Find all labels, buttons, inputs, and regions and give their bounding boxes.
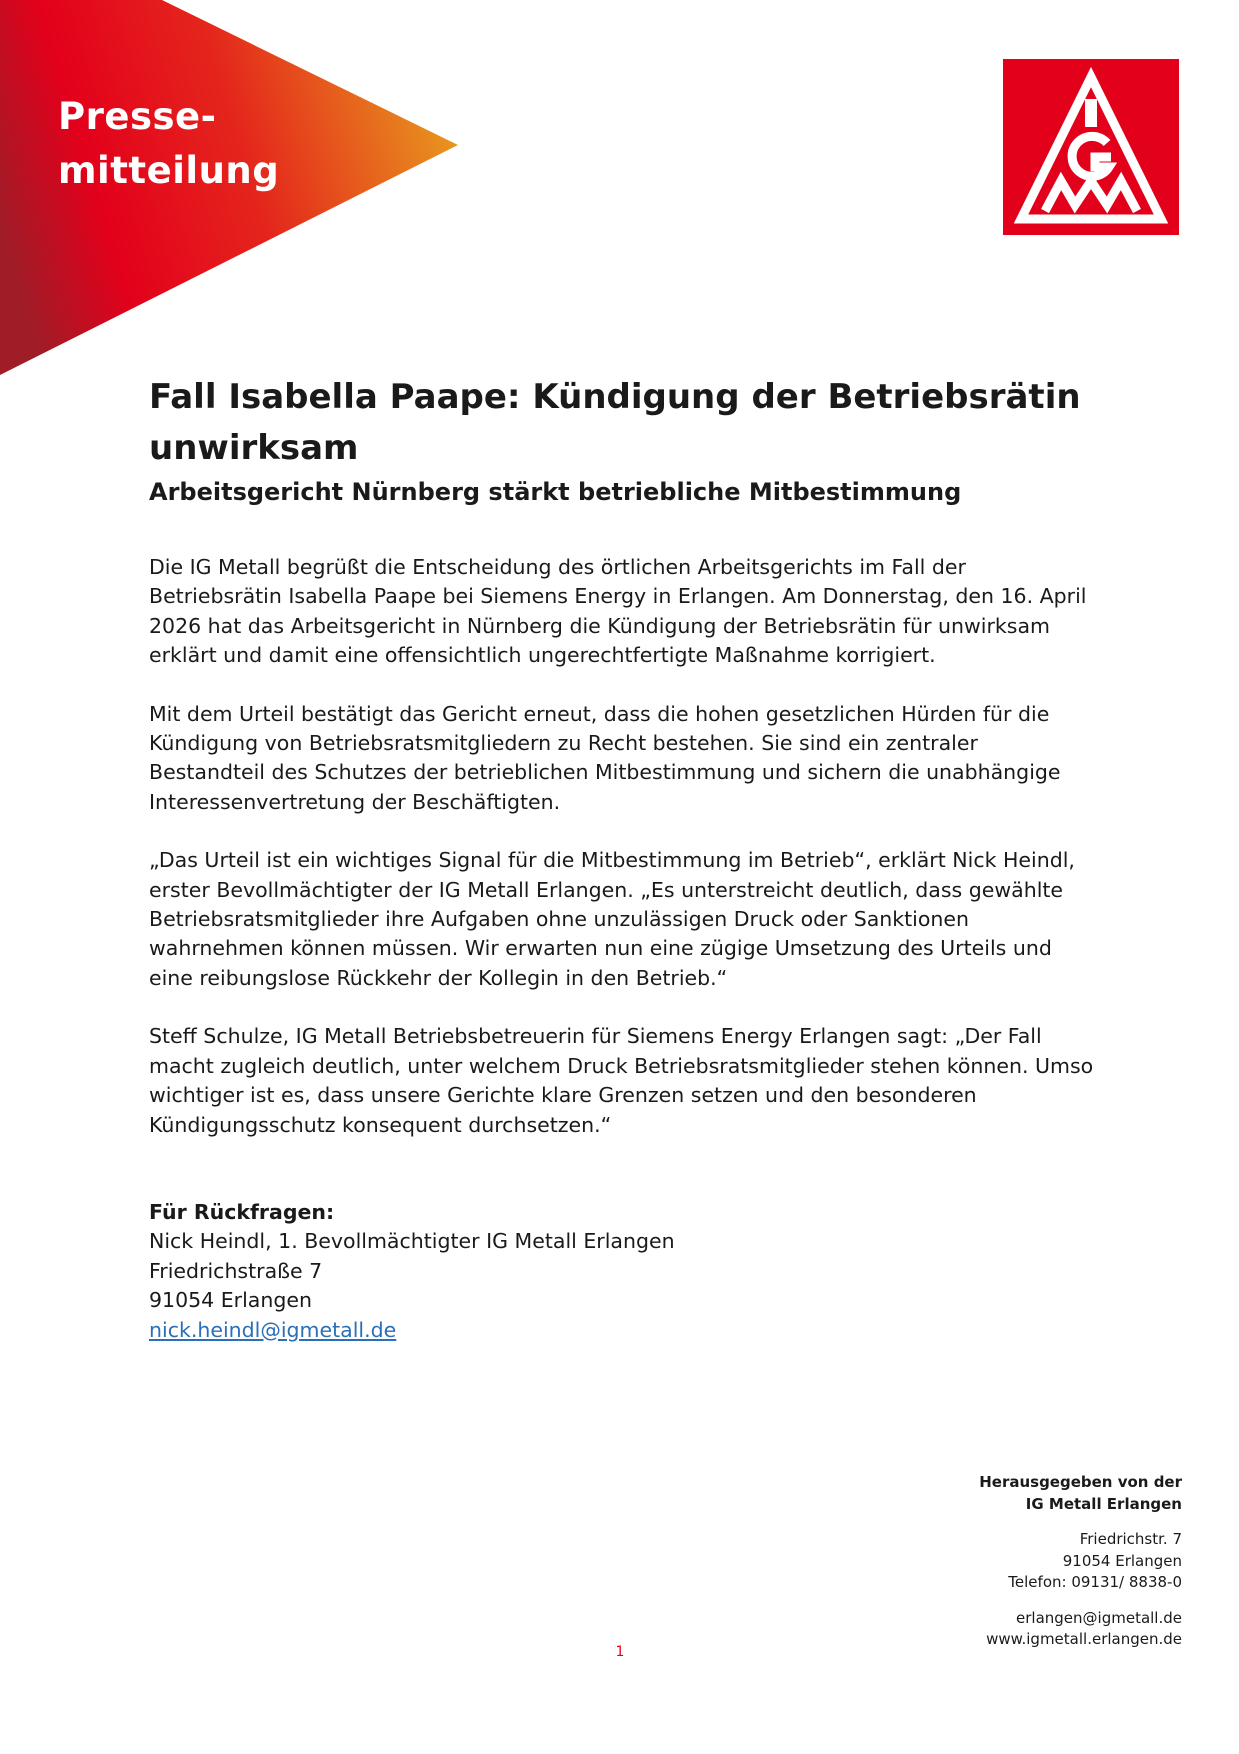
publisher-line-2: IG Metall Erlangen	[1025, 1494, 1182, 1513]
banner-label	[58, 90, 279, 198]
footer-email: erlangen@igmetall.de	[1016, 1608, 1182, 1627]
banner-line-2: mitteilung	[58, 149, 280, 192]
contact-name: Nick Heindl, 1. Bevollmächtigter IG Metall Erlangen	[149, 1229, 675, 1254]
contact-email-link[interactable]: nick.heindl@igmetall.de	[149, 1317, 397, 1342]
paragraph: Steff Schulze, IG Metall Betriebsbetreuerin für Siemens Energy Erlangen sagt: „Der Fall macht zugleich deutlich, unter welchem Druck Betriebsratsmitglieder stehen können. Umso wichtiger ist es, dass unsere Gerichte klare Grenzen setzen und den besonderen Kündigungsschutz konsequent durchsetzen.“	[149, 1024, 1094, 1137]
ig-metall-logo-icon	[1003, 59, 1179, 235]
article-subtitle: Arbeitsgericht Nürnberg stärkt betriebliche Mitbestimmung	[149, 478, 962, 506]
contact-city: 91054 Erlangen	[149, 1288, 312, 1313]
contact-heading: Für Rückfragen:	[149, 1199, 335, 1224]
article-title: Fall Isabella Paape: Kündigung der Betriebsrätin unwirksam	[149, 377, 1081, 468]
contact-block	[149, 1198, 1099, 1345]
publisher-line-1: Herausgegeben von der	[979, 1473, 1182, 1491]
article-content	[149, 372, 1099, 1345]
page-number: 1	[615, 1644, 625, 1660]
paragraph: „Das Urteil ist ein wichtiges Signal für die Mitbestimmung im Betrieb“, erklärt Nick Heindl, erster Bevollmächtigter der IG Metall Erlangen. „Es unterstreicht deutlich, dass gewählte Betriebsratsmitglieder ihre Aufgaben ohne unzulässigen Druck oder Sanktionen wahrnehmen können müssen. Wir erwarten nun eine zügige Umsetzung des Urteils und eine reibungslose Rückkehr der Kollegin in den Betrieb.“	[149, 848, 1075, 990]
paragraph: Mit dem Urteil bestätigt das Gericht erneut, dass die hohen gesetzlichen Hürden für die Kündigung von Betriebsratsmitgliedern zu Recht bestehen. Sie sind ein zentraler Bestandteil des Schutzes der betrieblichen Mitbestimmung und sichern die unabhängige Interessenvertretung der Beschäftigten.	[149, 701, 1061, 814]
footer-street: Friedrichstr. 7	[1079, 1530, 1182, 1548]
footer-phone: Telefon: 09131/ 8838-0	[1008, 1573, 1182, 1591]
article-body	[149, 553, 1099, 1345]
footer-city: 91054 Erlangen	[1062, 1551, 1182, 1570]
publisher-footer	[882, 1472, 1182, 1651]
contact-street: Friedrichstraße 7	[149, 1258, 323, 1283]
banner-line-1: Presse-	[58, 95, 217, 138]
footer-website: www.igmetall.erlangen.de	[986, 1630, 1182, 1648]
paragraph: Die IG Metall begrüßt die Entscheidung des örtlichen Arbeitsgerichts im Fall der Betriebsrätin Isabella Paape bei Siemens Energy in Erlangen. Am Donnerstag, den 16. April 2026 hat das Arbeitsgericht in Nürnberg die Kündigung der Betriebsrätin für unwirksam erklärt und damit eine offensichtlich ungerechtfertigte Maßnahme korrigiert.	[149, 555, 1087, 668]
